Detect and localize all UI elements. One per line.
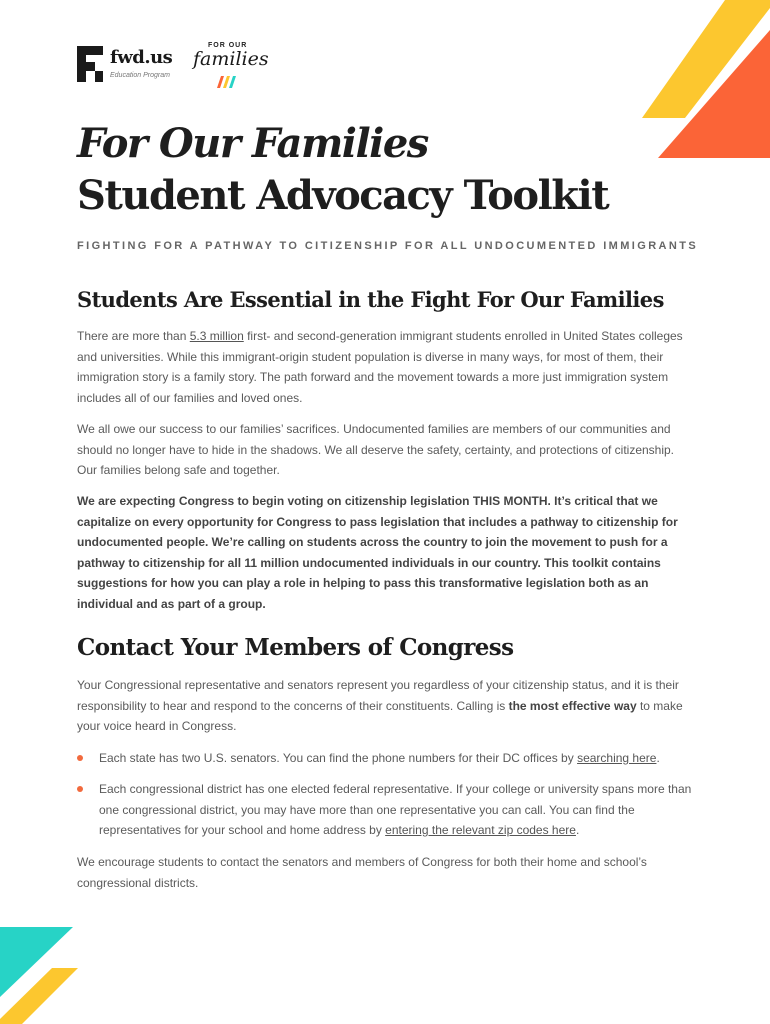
section1-paragraph3 [77,491,697,614]
section1-p1-text-after: first- and second-generation immigrant students enrolled in United States colleges and universities. While this immigrant-origin student population is diverse in many ways, for most of them, their immigration story is a family story. The path forward and the movement towards a more just immigration system includes all of our families and loved ones. [77,329,683,405]
zip-codes-link[interactable]: entering the relevant zip codes here [385,823,576,837]
page-title-line1: For Our Families [77,120,428,167]
families-logo-text: families [193,48,269,70]
fwd-logo-mark-icon [77,46,103,82]
header-logos [77,42,277,92]
bullet-item-representatives [77,779,697,841]
top-right-decoration [640,0,770,160]
families-logo-marks-icon [215,76,237,88]
families-logo-top: FOR OUR [208,42,248,49]
section2-p1-text-after: to make your voice heard in Congress. [77,698,683,733]
searching-here-link[interactable]: searching here [577,751,657,765]
bullet2-text-after: . [575,823,580,837]
section1-paragraph1 [77,326,697,408]
bullet1-text-after: . [656,751,660,765]
fwd-logo-text: fwd.us [110,47,173,68]
section2-p1-bold: the most effective way [508,698,637,713]
section1-p3-bold: We are expecting Congress to begin voting on citizenship legislation THIS MONTH. It’s critical that we capitalize on every opportunity for Congress to pass legislation that includes a pathway to citizenship for undocumented people. We’re calling on students across the country to join the movement to push for a pathway to citizenship for all 11 million undocumented individuals in our country. This toolkit contains suggestions for how you can play a role in helping to pass this transformative legislation both as an individual and as part of a group. [77,494,678,611]
section2-paragraph1 [77,675,697,737]
page-title-line2: Student Advocacy Toolkit [77,172,609,219]
section1-p1-text-before: There are more than [77,329,190,343]
section1-paragraph2: We all owe our success to our families’ sacrifices. Undocumented families are members of our communities and should no longer have to hide in the shadows. We all deserve the safety, certainty, and protections of citizenship. Our families belong safe and together. [77,422,675,477]
bullet-dot-icon [77,755,83,761]
bullet2-text-before: Each congressional district has one elected federal representative. If your college or university spans more than one congressional district, you may have more than one representative you can call. You can find the representatives for your school and home address by [99,782,692,837]
bullet1-text-before: Each state has two U.S. senators. You can find the phone numbers for their DC offices by [99,751,578,765]
students-statistic-link[interactable]: 5.3 million [189,329,244,343]
section2-p1-text-before: Your Congressional representative and senators represent you regardless of your citizenship status, and it is their responsibility to hear and respond to the concerns of their constituents. Calling is [77,678,679,713]
fwd-logo-subtext: Education Program [110,72,170,79]
bullet-item-senators [77,748,697,769]
page-subtitle: FIGHTING FOR A PATHWAY TO CITIZENSHIP FOR ALL UNDOCUMENTED IMMIGRANTS [77,240,699,252]
section2-heading: Contact Your Members of Congress [77,634,514,661]
section1-heading: Students Are Essential in the Fight For Our Families [77,287,664,312]
bottom-left-decoration [0,925,90,1024]
bullet-dot-icon [77,786,83,792]
section2-paragraph2: We encourage students to contact the senators and members of Congress for both their home and school’s congressional districts. [77,855,647,890]
